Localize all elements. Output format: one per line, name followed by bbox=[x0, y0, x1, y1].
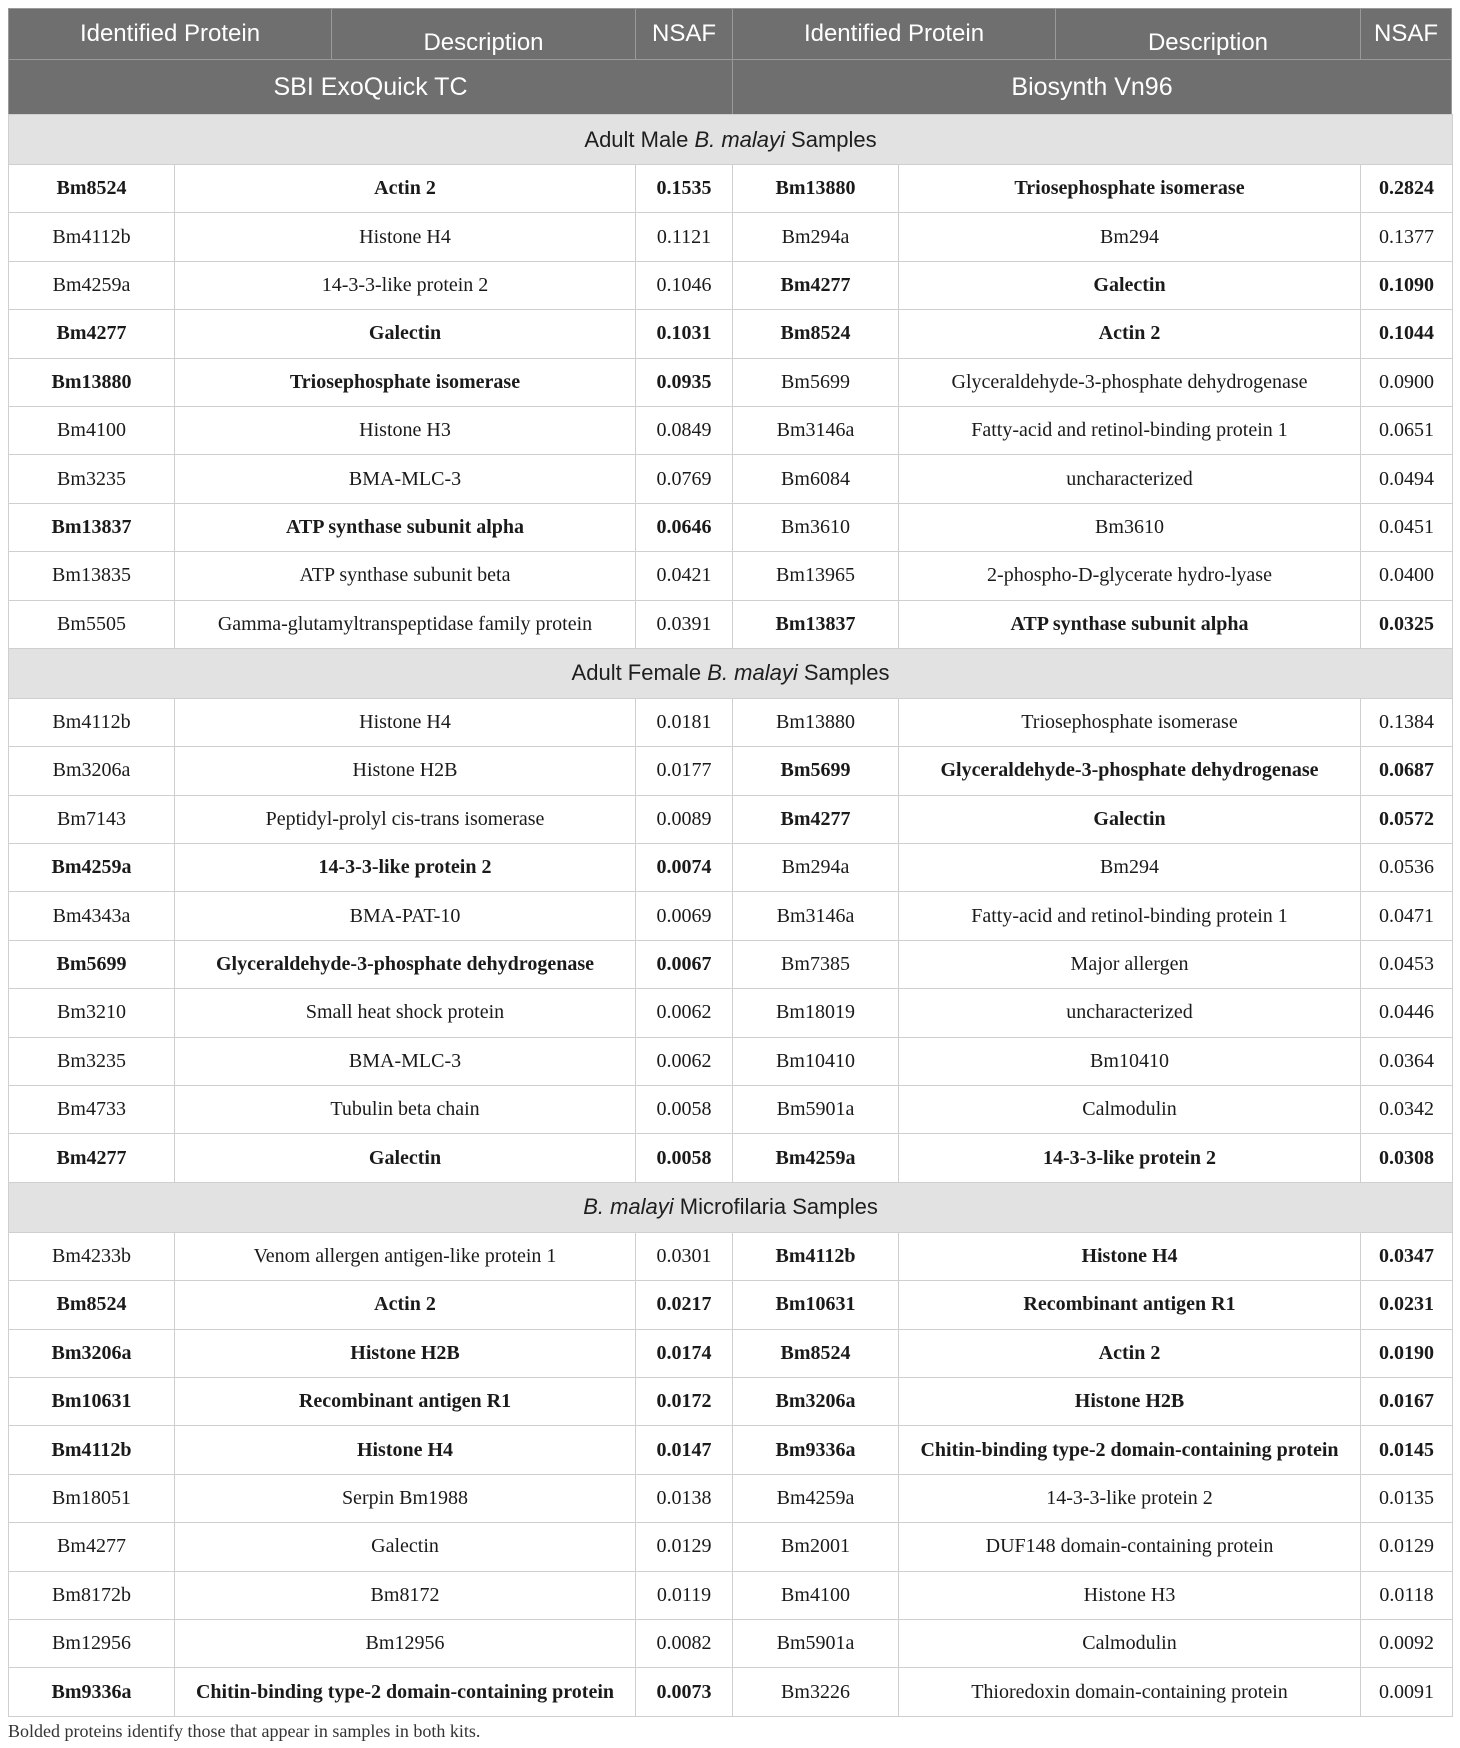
description-cell: Triosephosphate isomerase bbox=[175, 358, 636, 406]
protein-id-cell: Bm8524 bbox=[9, 1281, 175, 1329]
species-name: B. malayi bbox=[694, 126, 785, 152]
table-row bbox=[9, 1134, 1453, 1182]
nsaf-cell: 0.0308 bbox=[1361, 1134, 1453, 1182]
column-header-nsaf-right: NSAF bbox=[1373, 20, 1438, 47]
nsaf-cell: 0.0446 bbox=[1361, 989, 1453, 1037]
description-cell: ATP synthase subunit alpha bbox=[899, 600, 1361, 648]
table-row bbox=[9, 698, 1453, 746]
description-cell: Chitin-binding type-2 domain-containing protein bbox=[899, 1426, 1361, 1474]
description-cell: Histone H4 bbox=[175, 213, 636, 261]
nsaf-cell: 0.0301 bbox=[636, 1232, 733, 1280]
nsaf-cell: 0.0190 bbox=[1361, 1329, 1453, 1377]
nsaf-cell: 0.0391 bbox=[636, 600, 733, 648]
nsaf-cell: 0.0062 bbox=[636, 989, 733, 1037]
table-row bbox=[9, 1619, 1453, 1667]
protein-id-cell: Bm4277 bbox=[733, 261, 899, 309]
protein-id-cell: Bm6084 bbox=[733, 455, 899, 503]
protein-id-cell: Bm4277 bbox=[9, 1134, 175, 1182]
description-cell: Bm3610 bbox=[899, 503, 1361, 551]
description-cell: 14-3-3-like protein 2 bbox=[175, 261, 636, 309]
description-cell: Actin 2 bbox=[175, 165, 636, 213]
nsaf-cell: 0.0058 bbox=[636, 1134, 733, 1182]
protein-id-cell: Bm13837 bbox=[9, 503, 175, 551]
description-cell: Actin 2 bbox=[175, 1281, 636, 1329]
table-row bbox=[9, 1232, 1453, 1280]
section-header-row bbox=[9, 648, 1453, 698]
nsaf-cell: 0.0058 bbox=[636, 1086, 733, 1134]
nsaf-cell: 0.0092 bbox=[1361, 1619, 1453, 1667]
protein-id-cell: Bm7385 bbox=[733, 940, 899, 988]
nsaf-cell: 0.1384 bbox=[1361, 698, 1453, 746]
table-row bbox=[9, 261, 1453, 309]
protein-id-cell: Bm4100 bbox=[9, 406, 175, 454]
description-cell: DUF148 domain-containing protein bbox=[899, 1523, 1361, 1571]
protein-id-cell: Bm9336a bbox=[9, 1668, 175, 1716]
species-name: B. malayi bbox=[583, 1194, 674, 1220]
table-row bbox=[9, 747, 1453, 795]
table-row bbox=[9, 1523, 1453, 1571]
description-cell: 2-phospho-D-glycerate hydro-lyase bbox=[899, 552, 1361, 600]
nsaf-cell: 0.0651 bbox=[1361, 406, 1453, 454]
description-cell: Bm8172 bbox=[175, 1571, 636, 1619]
protein-id-cell: Bm8524 bbox=[733, 1329, 899, 1377]
nsaf-cell: 0.0347 bbox=[1361, 1232, 1453, 1280]
protein-id-cell: Bm12956 bbox=[9, 1619, 175, 1667]
protein-id-cell: Bm4343a bbox=[9, 892, 175, 940]
description-cell: Peptidyl-prolyl cis-trans isomerase bbox=[175, 795, 636, 843]
table-row bbox=[9, 600, 1453, 648]
protein-id-cell: Bm13880 bbox=[9, 358, 175, 406]
description-cell: Venom allergen antigen-like protein 1 bbox=[175, 1232, 636, 1280]
description-cell: Bm294 bbox=[899, 844, 1361, 892]
table-row bbox=[9, 310, 1453, 358]
protein-id-cell: Bm4259a bbox=[733, 1474, 899, 1522]
nsaf-cell: 0.0400 bbox=[1361, 552, 1453, 600]
protein-id-cell: Bm3610 bbox=[733, 503, 899, 551]
table-row bbox=[9, 1377, 1453, 1425]
table-row bbox=[9, 358, 1453, 406]
section-title-text: Adult Male bbox=[584, 126, 695, 152]
description-cell: Bm294 bbox=[899, 213, 1361, 261]
protein-id-cell: Bm9336a bbox=[733, 1426, 899, 1474]
table-row bbox=[9, 989, 1453, 1037]
kit-header-row bbox=[9, 59, 1451, 114]
protein-id-cell: Bm4100 bbox=[733, 1571, 899, 1619]
table-row bbox=[9, 1037, 1453, 1085]
description-cell: Histone H4 bbox=[175, 1426, 636, 1474]
protein-id-cell: Bm4259a bbox=[733, 1134, 899, 1182]
protein-id-cell: Bm4277 bbox=[9, 310, 175, 358]
nsaf-cell: 0.1535 bbox=[636, 165, 733, 213]
protein-id-cell: Bm3226 bbox=[733, 1668, 899, 1716]
section-header-row bbox=[9, 1182, 1453, 1232]
description-cell: Fatty-acid and retinol-binding protein 1 bbox=[899, 406, 1361, 454]
nsaf-cell: 0.0119 bbox=[636, 1571, 733, 1619]
protein-id-cell: Bm3235 bbox=[9, 1037, 175, 1085]
section-title-text: Microfilaria Samples bbox=[673, 1194, 878, 1220]
protein-id-cell: Bm4259a bbox=[9, 261, 175, 309]
description-cell: 14-3-3-like protein 2 bbox=[899, 1474, 1361, 1522]
nsaf-cell: 0.1046 bbox=[636, 261, 733, 309]
nsaf-cell: 0.1377 bbox=[1361, 213, 1453, 261]
nsaf-cell: 0.0069 bbox=[636, 892, 733, 940]
table-row bbox=[9, 165, 1453, 213]
description-cell: Glyceraldehyde-3-phosphate dehydrogenase bbox=[899, 747, 1361, 795]
nsaf-cell: 0.0687 bbox=[1361, 747, 1453, 795]
nsaf-cell: 0.0129 bbox=[1361, 1523, 1453, 1571]
protein-id-cell: Bm3146a bbox=[733, 892, 899, 940]
nsaf-cell: 0.0074 bbox=[636, 844, 733, 892]
protein-id-cell: Bm8524 bbox=[733, 310, 899, 358]
table-row bbox=[9, 213, 1453, 261]
nsaf-cell: 0.0073 bbox=[636, 1668, 733, 1716]
nsaf-cell: 0.0849 bbox=[636, 406, 733, 454]
nsaf-cell: 0.2824 bbox=[1361, 165, 1453, 213]
protein-table bbox=[8, 8, 1452, 1717]
description-cell: Triosephosphate isomerase bbox=[899, 698, 1361, 746]
table-row bbox=[9, 552, 1453, 600]
table-header bbox=[8, 8, 1452, 114]
column-header-description-right: Description bbox=[1056, 9, 1361, 59]
nsaf-cell: 0.1121 bbox=[636, 213, 733, 261]
nsaf-cell: 0.0364 bbox=[1361, 1037, 1453, 1085]
description-cell: Calmodulin bbox=[899, 1619, 1361, 1667]
nsaf-cell: 0.0118 bbox=[1361, 1571, 1453, 1619]
nsaf-cell: 0.0167 bbox=[1361, 1377, 1453, 1425]
description-cell: ATP synthase subunit beta bbox=[175, 552, 636, 600]
description-cell: Galectin bbox=[899, 795, 1361, 843]
description-cell: Actin 2 bbox=[899, 310, 1361, 358]
nsaf-cell: 0.0145 bbox=[1361, 1426, 1453, 1474]
description-cell: Major allergen bbox=[899, 940, 1361, 988]
nsaf-cell: 0.1031 bbox=[636, 310, 733, 358]
protein-id-cell: Bm3210 bbox=[9, 989, 175, 1037]
table-row bbox=[9, 844, 1453, 892]
nsaf-cell: 0.0147 bbox=[636, 1426, 733, 1474]
protein-id-cell: Bm4259a bbox=[9, 844, 175, 892]
section-title-text: Samples bbox=[797, 660, 890, 686]
description-cell: Histone H4 bbox=[899, 1232, 1361, 1280]
protein-id-cell: Bm5699 bbox=[9, 940, 175, 988]
column-header-nsaf-left: NSAF bbox=[636, 9, 733, 59]
protein-id-cell: Bm8524 bbox=[9, 165, 175, 213]
nsaf-cell: 0.0453 bbox=[1361, 940, 1453, 988]
protein-id-cell: Bm294a bbox=[733, 213, 899, 261]
description-cell: ATP synthase subunit alpha bbox=[175, 503, 636, 551]
table-row bbox=[9, 1329, 1453, 1377]
nsaf-cell: 0.0646 bbox=[636, 503, 733, 551]
section-title bbox=[9, 648, 1453, 698]
nsaf-cell: 0.0089 bbox=[636, 795, 733, 843]
description-cell: Recombinant antigen R1 bbox=[175, 1377, 636, 1425]
section-title bbox=[9, 115, 1453, 165]
table-row bbox=[9, 1474, 1453, 1522]
nsaf-cell: 0.1044 bbox=[1361, 310, 1453, 358]
nsaf-cell: 0.0138 bbox=[636, 1474, 733, 1522]
nsaf-cell: 0.0572 bbox=[1361, 795, 1453, 843]
column-header-identified-protein-right: Identified Protein bbox=[733, 9, 1056, 59]
protein-id-cell: Bm13835 bbox=[9, 552, 175, 600]
protein-id-cell: Bm5505 bbox=[9, 600, 175, 648]
description-cell: Tubulin beta chain bbox=[175, 1086, 636, 1134]
protein-id-cell: Bm4112b bbox=[733, 1232, 899, 1280]
protein-id-cell: Bm18051 bbox=[9, 1474, 175, 1522]
nsaf-cell: 0.0231 bbox=[1361, 1281, 1453, 1329]
description-cell: Histone H2B bbox=[175, 747, 636, 795]
description-cell: Recombinant antigen R1 bbox=[899, 1281, 1361, 1329]
table-row bbox=[9, 1426, 1453, 1474]
nsaf-cell: 0.0769 bbox=[636, 455, 733, 503]
table-row bbox=[9, 1668, 1453, 1716]
nsaf-cell: 0.1090 bbox=[1361, 261, 1453, 309]
section-header-row bbox=[9, 115, 1453, 165]
nsaf-cell: 0.0129 bbox=[636, 1523, 733, 1571]
nsaf-cell: 0.0181 bbox=[636, 698, 733, 746]
nsaf-cell: 0.0135 bbox=[1361, 1474, 1453, 1522]
description-cell: BMA-PAT-10 bbox=[175, 892, 636, 940]
section-title bbox=[9, 1182, 1453, 1232]
protein-id-cell: Bm13965 bbox=[733, 552, 899, 600]
protein-id-cell: Bm13880 bbox=[733, 698, 899, 746]
nsaf-cell: 0.0471 bbox=[1361, 892, 1453, 940]
protein-id-cell: Bm3206a bbox=[9, 747, 175, 795]
description-cell: BMA-MLC-3 bbox=[175, 455, 636, 503]
protein-id-cell: Bm294a bbox=[733, 844, 899, 892]
table-row bbox=[9, 892, 1453, 940]
protein-id-cell: Bm3235 bbox=[9, 455, 175, 503]
description-cell: Histone H2B bbox=[899, 1377, 1361, 1425]
nsaf-cell: 0.0172 bbox=[636, 1377, 733, 1425]
protein-id-cell: Bm5699 bbox=[733, 358, 899, 406]
protein-id-cell: Bm8172b bbox=[9, 1571, 175, 1619]
description-cell: Chitin-binding type-2 domain-containing protein bbox=[175, 1668, 636, 1716]
table-row bbox=[9, 503, 1453, 551]
table-row bbox=[9, 455, 1453, 503]
protein-id-cell: Bm10631 bbox=[733, 1281, 899, 1329]
kit-header-left: SBI ExoQuick TC bbox=[9, 60, 733, 114]
column-header-description-left: Description bbox=[332, 9, 636, 59]
description-cell: uncharacterized bbox=[899, 455, 1361, 503]
description-cell: Triosephosphate isomerase bbox=[899, 165, 1361, 213]
protein-id-cell: Bm4277 bbox=[733, 795, 899, 843]
protein-id-cell: Bm10410 bbox=[733, 1037, 899, 1085]
protein-id-cell: Bm5901a bbox=[733, 1619, 899, 1667]
nsaf-cell: 0.0217 bbox=[636, 1281, 733, 1329]
nsaf-cell: 0.0174 bbox=[636, 1329, 733, 1377]
table-row bbox=[9, 1571, 1453, 1619]
nsaf-cell: 0.0494 bbox=[1361, 455, 1453, 503]
description-cell: BMA-MLC-3 bbox=[175, 1037, 636, 1085]
description-cell: Bm12956 bbox=[175, 1619, 636, 1667]
column-header-identified-protein-left: Identified Protein bbox=[9, 9, 332, 59]
protein-id-cell: Bm10631 bbox=[9, 1377, 175, 1425]
nsaf-cell: 0.0082 bbox=[636, 1619, 733, 1667]
description-cell: 14-3-3-like protein 2 bbox=[899, 1134, 1361, 1182]
description-cell: uncharacterized bbox=[899, 989, 1361, 1037]
nsaf-cell: 0.0342 bbox=[1361, 1086, 1453, 1134]
description-cell: Galectin bbox=[175, 310, 636, 358]
nsaf-cell: 0.0177 bbox=[636, 747, 733, 795]
protein-id-cell: Bm13837 bbox=[733, 600, 899, 648]
description-cell: Actin 2 bbox=[899, 1329, 1361, 1377]
protein-id-cell: Bm4733 bbox=[9, 1086, 175, 1134]
nsaf-cell: 0.0067 bbox=[636, 940, 733, 988]
protein-id-cell: Bm7143 bbox=[9, 795, 175, 843]
protein-id-cell: Bm3206a bbox=[733, 1377, 899, 1425]
nsaf-cell: 0.0451 bbox=[1361, 503, 1453, 551]
nsaf-cell: 0.0536 bbox=[1361, 844, 1453, 892]
table-row bbox=[9, 406, 1453, 454]
description-cell: Histone H2B bbox=[175, 1329, 636, 1377]
nsaf-cell: 0.0325 bbox=[1361, 600, 1453, 648]
description-cell: Histone H3 bbox=[175, 406, 636, 454]
description-cell: Bm10410 bbox=[899, 1037, 1361, 1085]
section-title-text: Samples bbox=[784, 126, 877, 152]
description-cell: Calmodulin bbox=[899, 1086, 1361, 1134]
table-footnote: Bolded proteins identify those that appear in samples in both kits. bbox=[8, 1721, 481, 1741]
protein-id-cell: Bm2001 bbox=[733, 1523, 899, 1571]
protein-id-cell: Bm4112b bbox=[9, 213, 175, 261]
table-row bbox=[9, 795, 1453, 843]
section-title-text: Adult Female bbox=[571, 660, 708, 686]
description-cell: Fatty-acid and retinol-binding protein 1 bbox=[899, 892, 1361, 940]
nsaf-cell: 0.0935 bbox=[636, 358, 733, 406]
protein-id-cell: Bm13880 bbox=[733, 165, 899, 213]
species-name: B. malayi bbox=[707, 660, 798, 686]
table-row bbox=[9, 940, 1453, 988]
nsaf-cell: 0.0421 bbox=[636, 552, 733, 600]
description-cell: Histone H4 bbox=[175, 698, 636, 746]
protein-id-cell: Bm18019 bbox=[733, 989, 899, 1037]
nsaf-cell: 0.0091 bbox=[1361, 1668, 1453, 1716]
protein-id-cell: Bm3146a bbox=[733, 406, 899, 454]
description-cell: Thioredoxin domain-containing protein bbox=[899, 1668, 1361, 1716]
protein-id-cell: Bm5901a bbox=[733, 1086, 899, 1134]
table-body bbox=[8, 114, 1453, 1717]
description-cell: Gamma-glutamyltranspeptidase family protein bbox=[175, 600, 636, 648]
protein-id-cell: Bm4112b bbox=[9, 698, 175, 746]
protein-id-cell: Bm4277 bbox=[9, 1523, 175, 1571]
description-cell: 14-3-3-like protein 2 bbox=[175, 844, 636, 892]
description-cell: Glyceraldehyde-3-phosphate dehydrogenase bbox=[175, 940, 636, 988]
description-cell: Galectin bbox=[175, 1523, 636, 1571]
description-cell: Galectin bbox=[899, 261, 1361, 309]
description-cell: Serpin Bm1988 bbox=[175, 1474, 636, 1522]
kit-header-right: Biosynth Vn96 bbox=[1011, 72, 1173, 101]
description-cell: Small heat shock protein bbox=[175, 989, 636, 1037]
description-cell: Galectin bbox=[175, 1134, 636, 1182]
table-row bbox=[9, 1086, 1453, 1134]
protein-id-cell: Bm4112b bbox=[9, 1426, 175, 1474]
protein-id-cell: Bm4233b bbox=[9, 1232, 175, 1280]
description-cell: Histone H3 bbox=[899, 1571, 1361, 1619]
description-cell: Glyceraldehyde-3-phosphate dehydrogenase bbox=[899, 358, 1361, 406]
table-row bbox=[9, 1281, 1453, 1329]
column-header-row bbox=[9, 9, 1451, 59]
protein-id-cell: Bm3206a bbox=[9, 1329, 175, 1377]
nsaf-cell: 0.0900 bbox=[1361, 358, 1453, 406]
protein-id-cell: Bm5699 bbox=[733, 747, 899, 795]
nsaf-cell: 0.0062 bbox=[636, 1037, 733, 1085]
